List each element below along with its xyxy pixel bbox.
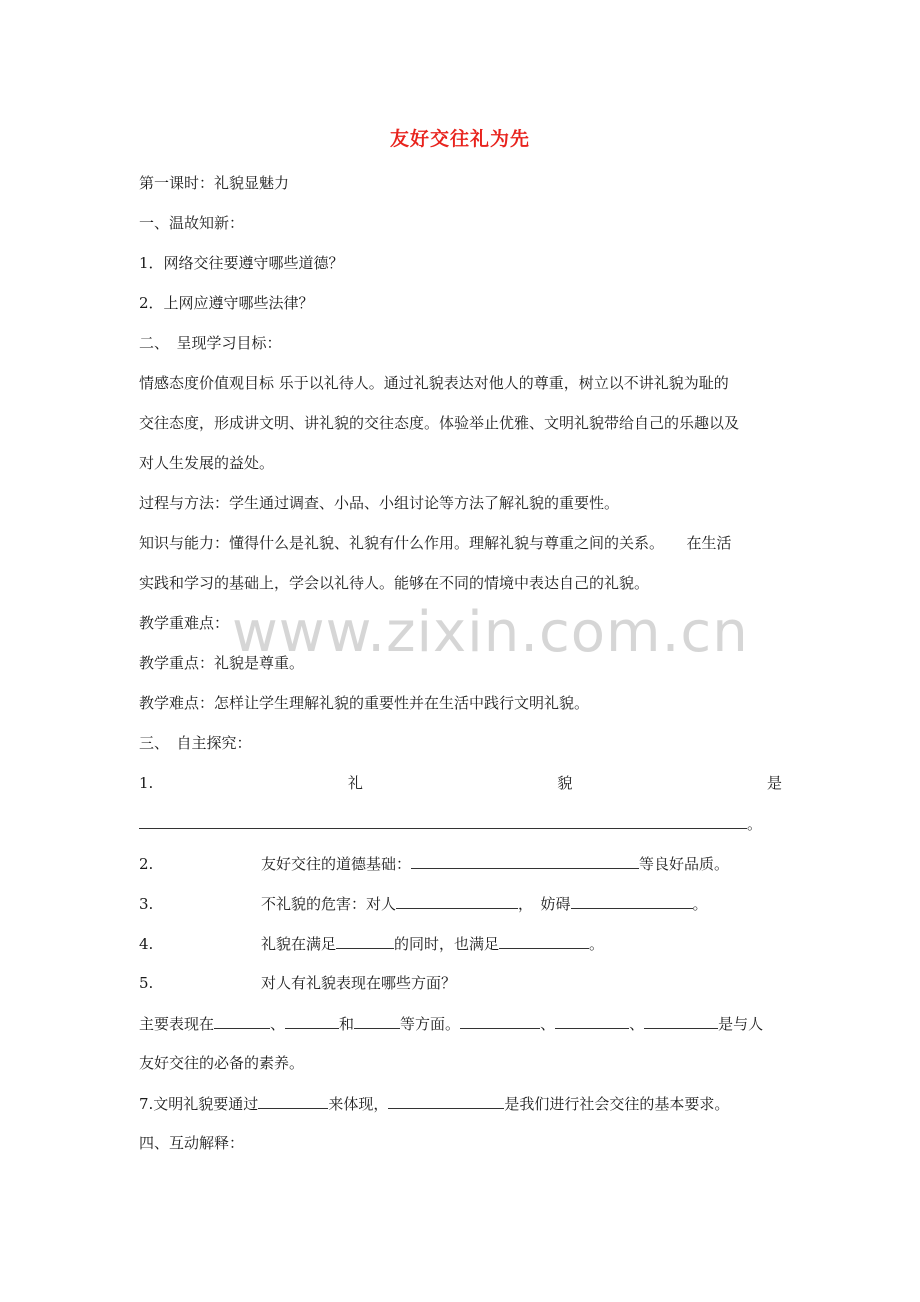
explore-q2 [139,853,729,874]
q7-text-b: 来体现， [328,1095,389,1113]
explore-q1 [139,773,782,793]
main-text-a: 主要表现在 [139,1015,215,1033]
answer-blank[interactable] [285,1013,339,1029]
explore-heading: 三、 自主探究： [139,734,252,752]
answer-blank[interactable] [460,1013,540,1029]
explore-q3 [139,893,708,914]
q7-text-a: 7.文明礼貌要通过 [139,1095,259,1113]
lesson-title: 第一课时：礼貌显魅力 [139,174,290,192]
explore-q1-answer [139,813,762,834]
q3-number: 3. [139,895,154,913]
main-text-f: 、 [629,1015,645,1033]
answer-blank[interactable] [555,1013,629,1029]
q1-word-shi: 是 [766,774,782,792]
q1-word-li: 礼 [347,774,363,792]
main-text-g: 是与人 [718,1015,764,1033]
document-title: 友好交往礼为先 [389,128,530,150]
q1-end: 。 [747,815,763,833]
q2-number: 2. [139,855,154,873]
q3-text-b: ， 妨碍 [518,895,571,913]
answer-blank[interactable] [258,1093,328,1109]
explore-q7 [139,1093,729,1114]
main-text-b: 、 [270,1015,286,1033]
main-text-c: 和 [339,1015,355,1033]
answer-blank[interactable] [499,933,589,949]
q4-number: 4. [139,935,154,953]
answer-blank[interactable] [396,893,518,909]
main-text-d: 等方面。 [400,1015,461,1033]
key-point: 教学重点：礼貌是尊重。 [139,654,305,672]
review-heading: 一、温故知新： [139,214,245,232]
q3-text-a: 不礼貌的危害：对人 [261,895,397,913]
goals-emotion-line1: 情感态度价值观目标 乐于以礼待人。通过礼貌表达对他人的尊重，树立以不讲礼貌为耻的 [139,374,729,392]
goals-process: 过程与方法：学生通过调查、小品、小组讨论等方法了解礼貌的重要性。 [139,494,620,512]
q5-text: 对人有礼貌表现在哪些方面？ [261,974,457,992]
q1-word-mao: 貌 [557,774,573,792]
watermark: www.zixin.com.cn [232,600,749,665]
review-q1: 1．网络交往要遵守哪些道德？ [139,254,344,272]
explore-main-line2: 友好交往的必备的素养。 [139,1054,305,1072]
answer-blank[interactable] [388,1093,504,1109]
q4-text-b: 的同时，也满足 [394,935,500,953]
answer-blank[interactable] [644,1013,718,1029]
q3-text-c: 。 [692,895,708,913]
goals-heading: 二、 呈现学习目标： [139,334,282,352]
goals-knowledge-line1: 知识与能力：懂得什么是礼貌、礼貌有什么作用。理解礼貌与尊重之间的关系。 在生活 [139,534,732,552]
q4-text-c: 。 [589,935,605,953]
answer-blank[interactable] [571,893,693,909]
answer-blank[interactable] [354,1013,400,1029]
difficult-point: 教学难点：怎样让学生理解礼貌的重要性并在生活中践行文明礼貌。 [139,694,590,712]
answer-blank[interactable] [336,933,394,949]
q2-text-a: 友好交往的道德基础： [261,855,412,873]
answer-blank[interactable] [139,813,747,829]
interact-heading: 四、互动解释： [139,1134,245,1152]
explore-q4 [139,933,604,954]
key-difficulty-heading: 教学重难点： [139,614,230,632]
goals-emotion-line2: 交往态度，形成讲文明、讲礼貌的交往态度。体验举止优雅、文明礼貌带给自己的乐趣以及 [139,414,740,432]
q5-number: 5. [139,974,154,992]
goals-knowledge-line2: 实践和学习的基础上，学会以礼待人。能够在不同的情境中表达自己的礼貌。 [139,574,650,592]
q7-text-c: 是我们进行社会交往的基本要求。 [504,1095,730,1113]
review-q2: 2．上网应遵守哪些法律？ [139,294,314,312]
explore-q5 [139,973,456,993]
answer-blank[interactable] [411,853,639,869]
goals-emotion-line3: 对人生发展的益处。 [139,454,275,472]
answer-blank[interactable] [214,1013,270,1029]
q2-text-b: 等良好品质。 [639,855,730,873]
q1-number: 1. [139,774,154,792]
q4-text-a: 礼貌在满足 [261,935,337,953]
explore-main-line1 [139,1013,763,1034]
main-text-e: 、 [540,1015,556,1033]
